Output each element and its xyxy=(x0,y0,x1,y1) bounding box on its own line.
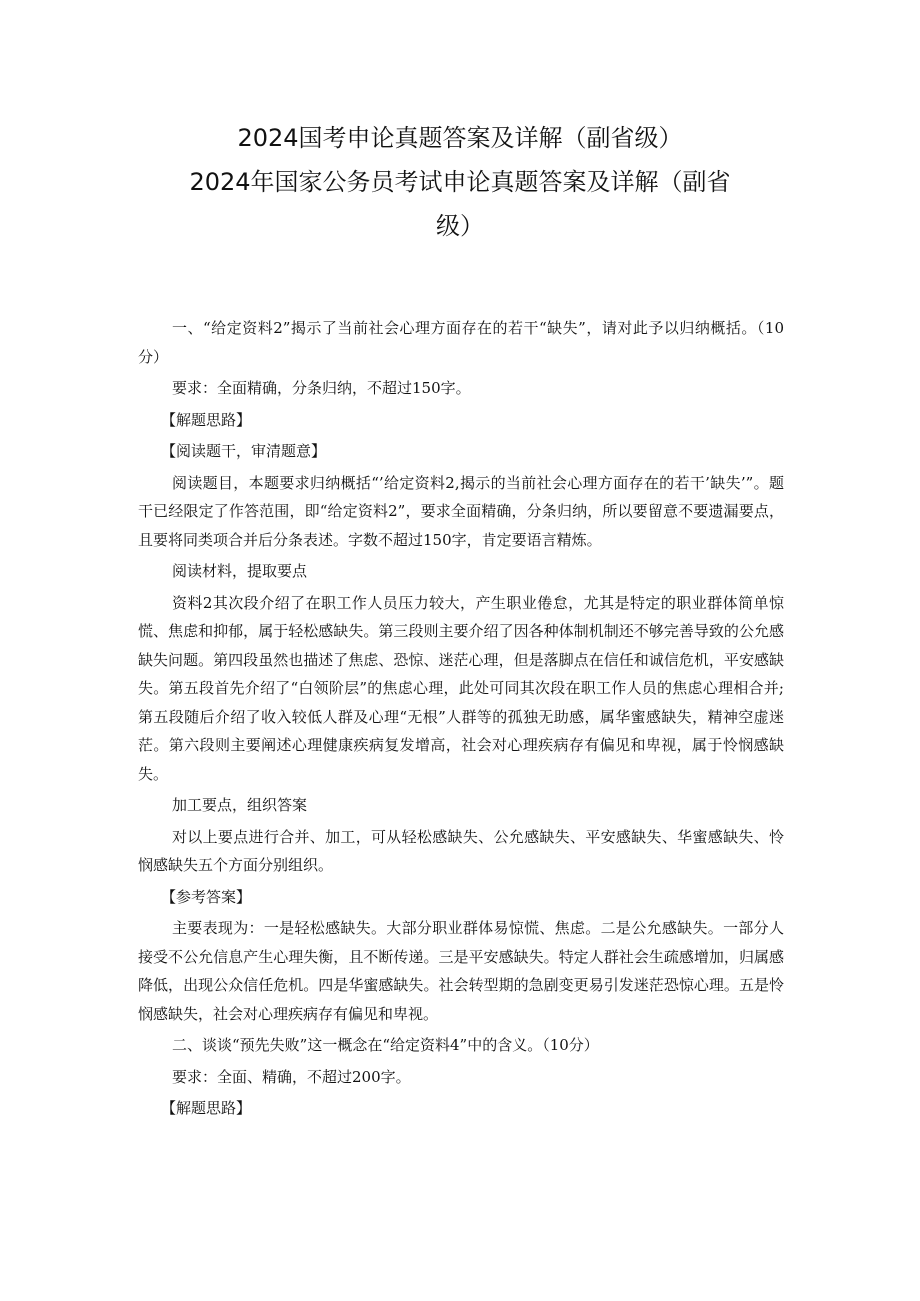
body-paragraph: 阅读材料，提取要点 xyxy=(172,562,308,580)
body-paragraph: 要求：全面、精确，不超过200字。 xyxy=(172,1067,411,1086)
title-line-2: 2024年国家公务员考试申论真题答案及详解（副省 xyxy=(189,168,731,196)
body-paragraph: 对以上要点进行合并、加工，可从轻松感缺失、公允感缺失、平安感缺失、华蜜感缺失、怜悯感缺失五个方面分别组织。 xyxy=(138,827,784,874)
section-heading: 【解题思路】 xyxy=(161,410,252,429)
title-line-1: 2024国考申论真题答案及详解（副省级） xyxy=(237,124,683,152)
section-heading: 【参考答案】 xyxy=(161,887,252,906)
document-body xyxy=(138,314,784,1126)
body-paragraph: 主要表现为：一是轻松感缺失。大部分职业群体易惊慌、焦虑。二是公允感缺失。一部分人接受不公允信息产生心理失衡，且不断传递。三是平安感缺失。特定人群社会生疏感增加，归属感降低，出现公众信任危机。四是华蜜感缺失。社会转型期的急剧变更易引发迷茫恐惊心理。五是怜悯感缺失，社会对心理疾病存有偏见和卑视。 xyxy=(138,919,784,1023)
section-heading: 【解题思路】 xyxy=(161,1099,252,1117)
body-paragraph: 加工要点，组织答案 xyxy=(172,796,308,814)
body-paragraph: 二、谈谈“预先失败”这一概念在“给定资料4”中的含义。（10分） xyxy=(172,1036,599,1054)
body-paragraph: 阅读题目，本题要求归纳概括“’给定资料2,揭示的当前社会心理方面存在的若干’缺失’”。题干已经限定了作答范围，即“给定资料2”，要求全面精确，分条归纳，所以要留意不要遗漏要点，且要将同类项合并后分条表述。字数不超过150字，肯定要语言精炼。 xyxy=(138,473,784,549)
section-heading: 【阅读题干，审清题意】 xyxy=(161,442,327,460)
document-title xyxy=(130,116,790,248)
title-line-3: 级） xyxy=(436,212,484,240)
body-paragraph: 资料2其次段介绍了在职工作人员压力较大，产生职业倦怠，尤其是特定的职业群体简单惊慌、焦虑和抑郁，属于轻松感缺失。第三段则主要介绍了因各种体制机制还不够完善导致的公允感缺失问题。第四段虽然也描述了焦虑、恐惊、迷茫心理，但是落脚点在信任和诚信危机，平安感缺失。第五段首先介绍了“白领阶层”的焦虑心理，此处可同其次段在职工作人员的焦虑心理相合并;第五段随后介绍了收入较低人群及心理“无根”人群等的孤独无助感，属华蜜感缺失，精神空虚迷茫。第六段则主要阐述心理健康疾病复发增高，社会对心理疾病存有偏见和卑视，属于怜悯感缺失。 xyxy=(138,593,784,783)
body-paragraph: 一、“给定资料2”揭示了当前社会心理方面存在的若干“缺失”，请对此予以归纳概括。（10分） xyxy=(138,319,784,366)
body-paragraph: 要求：全面精确，分条归纳，不超过150字。 xyxy=(172,379,471,397)
